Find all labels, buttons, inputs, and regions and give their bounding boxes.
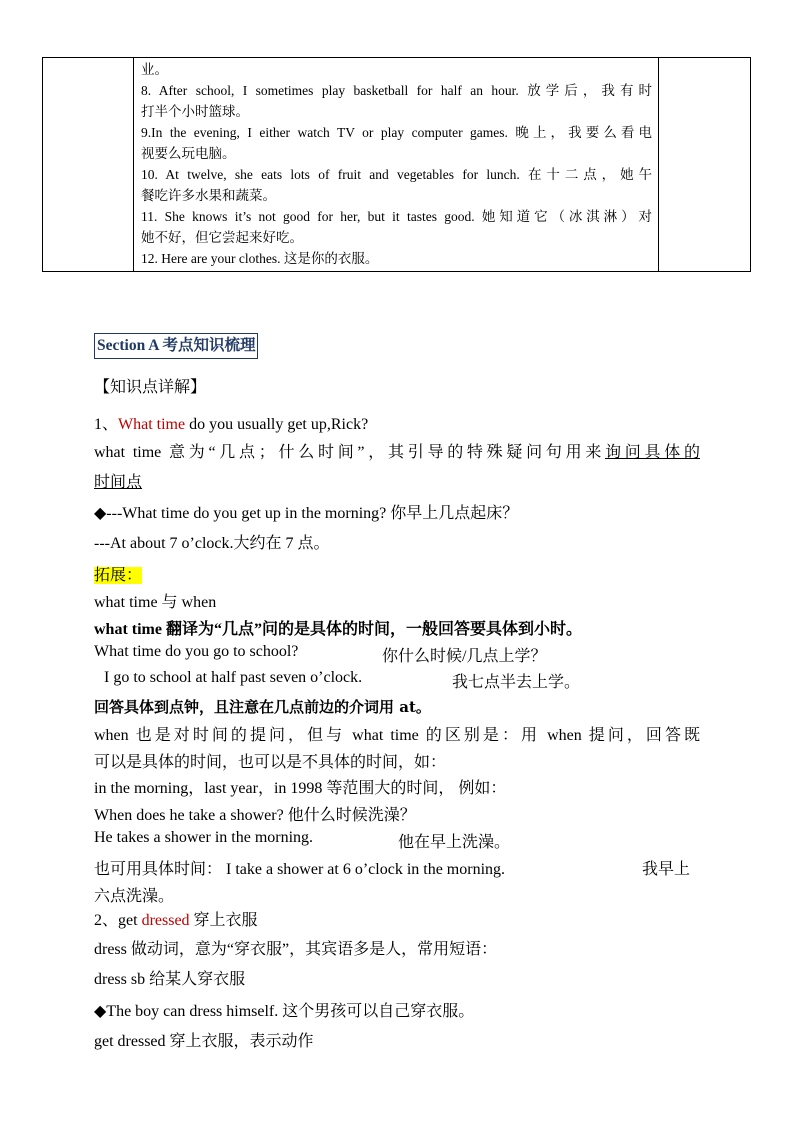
point-meaning: 穿上衣服 [189,912,258,929]
point-number: 1、 [94,416,119,433]
bold-keyword: what time [94,621,162,638]
point-1-heading [94,411,368,434]
point-sentence: do you usually get up,Rick? [185,416,369,433]
explanation-line [94,469,142,492]
table-line: 视要么玩电脑。 [141,146,236,161]
table-line: 餐吃许多水果和蔬菜。 [141,188,276,203]
point-2-line: get dressed 穿上衣服，表示动作 [94,1033,314,1050]
example-answer: ---At about 7 o’clock.大约在 7 点。 [94,535,330,552]
point-number: 2、get [94,912,142,929]
example-question-cn: 你什么时候/几点上学？ [382,648,547,665]
table-cell-right [659,58,751,272]
example-question: ◆---What time do you get up in the morning? 你早上几点起床？ [94,505,519,522]
highlighted-label: 拓展： [94,567,143,584]
point-keyword: dressed [141,912,190,929]
table-line: 8. After school, I sometimes play basketball for half an hour. 放学后，我有时 [141,83,652,98]
table-cell-content [134,58,659,272]
bold-rule [94,616,582,639]
table-line: 10. At twelve, she eats lots of fruit and vegetables for lunch. 在十二点，她午 [141,167,652,182]
continuation-table [42,57,751,272]
table-line: 打半个小时篮球。 [141,104,249,119]
table-cell-left [43,58,134,272]
table-line: 9.In the evening, I either watch TV or play computer games. 晚上，我要么看电 [141,125,652,140]
when-answer-cn: 他在早上洗澡。 [398,834,511,851]
section-title: Section A 考点知识梳理 [94,333,258,359]
underlined-text: 时间点 [94,474,143,491]
when-line: 可以是具体的时间，也可以是不具体的时间，如： [94,754,447,771]
table-line: 12. Here are your clothes. 这是你的衣服。 [141,251,379,266]
point-2-example: ◆The boy can dress himself. 这个男孩可以自己穿衣服。 [94,1003,475,1020]
explanation-text: what time 意为“几点；什么时间”，其引导的特殊疑问句用来 [94,444,606,461]
table-line: 11. She knows it’s not good for her, but it tastes good. 她知道它（冰淇淋）对 [141,209,652,224]
point-keyword: What time [118,416,186,433]
also-line: 也可用具体时间： I take a shower at 6 o’clock in the morning. [94,861,506,878]
section-subtitle: 【知识点详解】 [94,379,207,396]
point-2-line: dress sb 给某人穿衣服 [94,971,246,988]
example-question-en: What time do you go to school? [94,643,299,660]
when-line: in the morning，last year，in 1998 等范围大的时间， 例如： [94,780,507,797]
example-answer-cn: 我七点半去上学。 [452,674,581,691]
extend-label [94,562,142,585]
point-2-heading [94,907,258,930]
note-line: 回答具体到点钟，且注意在几点前边的介词用 at。 [94,698,431,716]
also-line-end: 我早上 [642,861,691,878]
example-answer-en: I go to school at half past seven o’clock. [104,669,363,686]
also-line-2: 六点洗澡。 [94,888,175,905]
point-2-line: dress 做动词，意为“穿衣服”，其宾语多是人，常用短语： [94,941,498,958]
underlined-text: 询问具体的 [605,444,700,461]
when-answer-en: He takes a shower in the morning. [94,829,314,846]
table-line: 她不好，但它尝起来好吃。 [141,230,303,245]
explanation-line [94,439,700,462]
compare-title: what time 与 when [94,594,217,611]
table-line: 业。 [141,62,168,77]
when-question: When does he take a shower? 他什么时候洗澡？ [94,807,416,824]
when-line: when 也是对时间的提问，但与 what time 的区别是：用 when 提问，回答既 [94,727,700,744]
bold-rule-text: 翻译为“几点”问的是具体的时间，一般回答要具体到小时。 [161,621,582,638]
